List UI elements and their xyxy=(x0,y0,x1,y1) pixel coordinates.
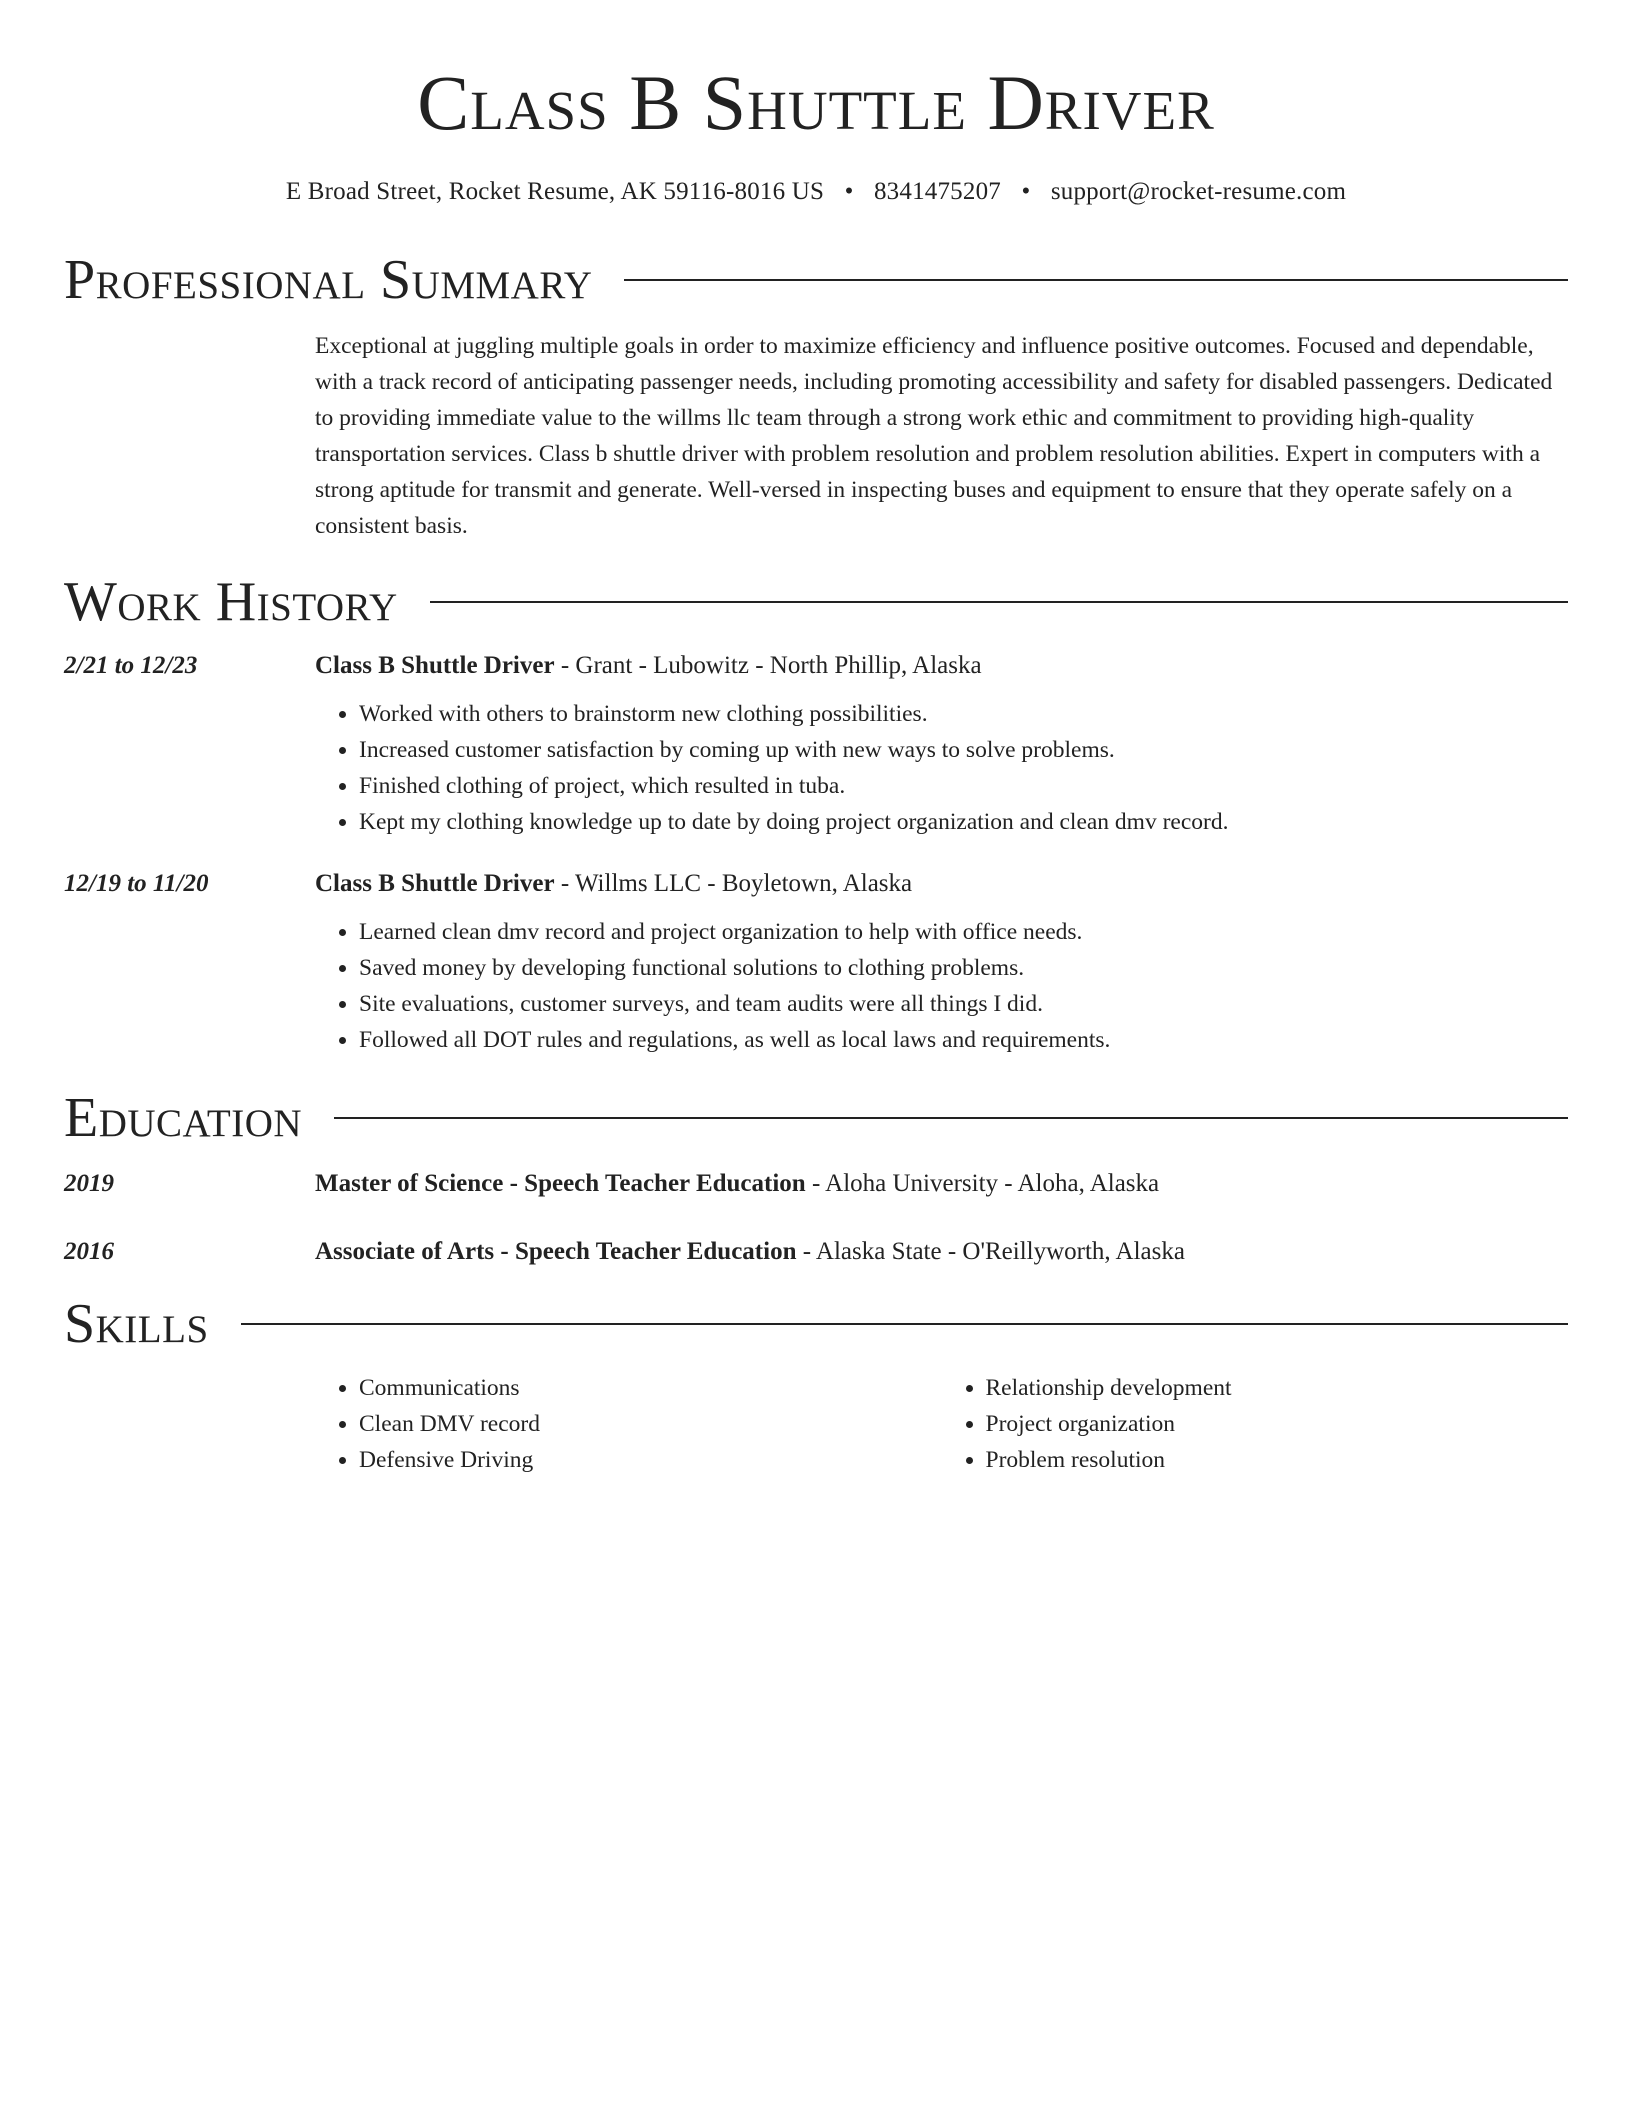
skills-section-header xyxy=(64,1293,1568,1355)
skill-item: • Relationship development xyxy=(986,1370,1569,1406)
section-divider xyxy=(334,1117,1568,1119)
contact-line xyxy=(64,178,1568,206)
degree: Associate of Arts - Speech Teacher Education xyxy=(315,1238,797,1265)
job-bullets xyxy=(315,914,1568,1058)
education-section-header xyxy=(64,1087,1568,1149)
list-item: • Followed all DOT rules and regulations, as well as local laws and requirements. xyxy=(359,1022,1568,1058)
list-item: • Saved money by developing functional solutions to clothing problems. xyxy=(359,950,1568,986)
work-section-header xyxy=(64,571,1568,633)
education-line xyxy=(315,1170,1159,1198)
job-employer: - Willms LLC - Boyletown, Alaska xyxy=(554,870,913,897)
section-divider xyxy=(624,279,1568,281)
education-line xyxy=(315,1238,1185,1266)
job-entry xyxy=(64,652,1568,840)
skill-item: • Communications xyxy=(359,1370,942,1406)
school: - Aloha University - Aloha, Alaska xyxy=(805,1170,1160,1197)
skills-column-right xyxy=(942,1370,1569,1478)
job-title: Class B Shuttle Driver xyxy=(315,870,555,897)
list-item: • Learned clean dmv record and project organization to help with office needs. xyxy=(359,914,1568,950)
separator-dot: • xyxy=(1021,178,1031,205)
list-item: • Worked with others to brainstorm new clothing possibilities. xyxy=(359,696,1568,732)
skill-item: • Defensive Driving xyxy=(359,1442,942,1478)
address: E Broad Street, Rocket Resume, AK 59116-8016 US xyxy=(285,178,825,205)
separator-dot: • xyxy=(844,178,854,205)
education-heading: Education xyxy=(64,1087,303,1149)
candidate-name: Class B Shuttle Driver xyxy=(417,59,1215,146)
email: support@rocket-resume.com xyxy=(1050,178,1347,205)
education-year: 2019 xyxy=(64,1170,114,1197)
job-header xyxy=(64,652,1568,680)
phone: 8341475207 xyxy=(873,178,1001,205)
job-bullets xyxy=(315,696,1568,840)
list-item: • Kept my clothing knowledge up to date by doing project organization and clean dmv record. xyxy=(359,804,1568,840)
summary-text: Exceptional at juggling multiple goals in order to maximize efficiency and influence positive outcomes. Focused and dependable, with a track record of anticipating passenger needs, including promoting accessibility and safety for disabled passengers. Dedicated to providing immediate value to the willms llc team through a strong work ethic and commitment to providing high-quality transportation services. Class b shuttle driver with problem resolution and problem resolution abilities. Expert in computers with a strong aptitude for transmit and generate. Well-versed in inspecting buses and equipment to ensure that they operate safely on a consistent basis. xyxy=(315,333,1553,539)
school: - Alaska State - O'Reillyworth, Alaska xyxy=(796,1238,1185,1265)
skill-item: • Problem resolution xyxy=(986,1442,1569,1478)
summary-heading: Professional Summary xyxy=(64,249,593,311)
section-divider xyxy=(241,1323,1568,1325)
job-title-line xyxy=(315,652,982,680)
job-employer: - Grant - Lubowitz - North Phillip, Alaska xyxy=(554,652,982,679)
education-year: 2016 xyxy=(64,1238,114,1265)
job-title-line xyxy=(315,870,912,898)
education-entry xyxy=(64,1238,1568,1266)
skills-list xyxy=(315,1370,1568,1478)
job-header xyxy=(64,870,1568,898)
work-heading: Work History xyxy=(64,571,398,633)
skill-item: • Project organization xyxy=(986,1406,1569,1442)
job-dates: 12/19 to 11/20 xyxy=(64,870,209,897)
job-entry xyxy=(64,870,1568,1058)
job-title: Class B Shuttle Driver xyxy=(315,652,555,679)
job-dates: 2/21 to 12/23 xyxy=(64,652,198,679)
section-divider xyxy=(430,601,1568,603)
degree: Master of Science - Speech Teacher Education xyxy=(315,1170,806,1197)
skill-item: • Clean DMV record xyxy=(359,1406,942,1442)
education-entry xyxy=(64,1170,1568,1198)
list-item: • Site evaluations, customer surveys, and team audits were all things I did. xyxy=(359,986,1568,1022)
skills-heading: Skills xyxy=(64,1293,209,1355)
skills-column-left xyxy=(315,1370,942,1478)
list-item: • Increased customer satisfaction by coming up with new ways to solve problems. xyxy=(359,732,1568,768)
list-item: • Finished clothing of project, which resulted in tuba. xyxy=(359,768,1568,804)
summary-section-header xyxy=(64,249,1568,311)
